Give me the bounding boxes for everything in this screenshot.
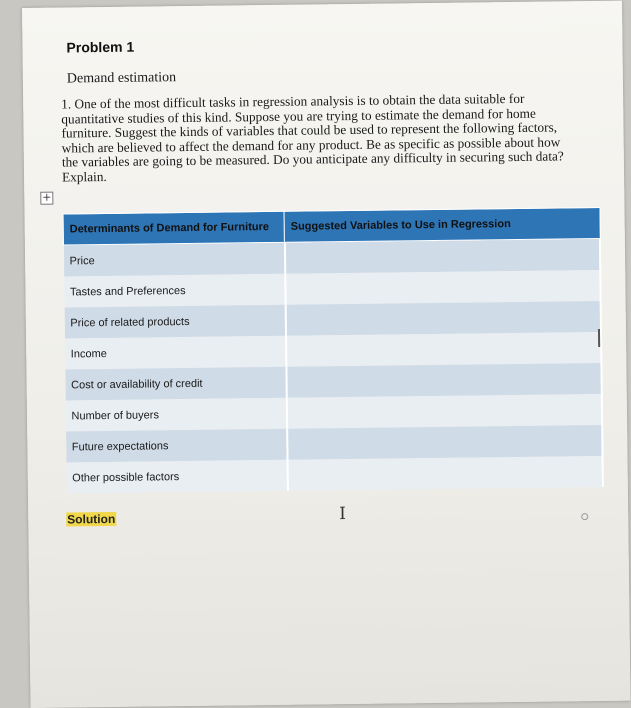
section-title: Demand estimation xyxy=(66,70,177,87)
answer-cell[interactable] xyxy=(285,301,601,336)
determinants-table xyxy=(63,207,604,494)
row-label: Price xyxy=(63,242,284,276)
row-label: Tastes and Preferences xyxy=(64,274,285,308)
row-label: Cost or availability of credit xyxy=(65,367,286,401)
circle-icon xyxy=(581,513,588,520)
answer-cell[interactable] xyxy=(286,363,602,398)
scroll-indicator[interactable] xyxy=(598,329,600,347)
header-determinants: Determinants of Demand for Furniture xyxy=(63,211,284,245)
row-label: Future expectations xyxy=(66,429,287,463)
problem-title: Problem 1 xyxy=(66,38,135,56)
table-row xyxy=(66,456,603,494)
solution-label: Solution xyxy=(67,511,116,527)
row-label: Number of buyers xyxy=(65,398,286,432)
document-page xyxy=(22,1,631,708)
question-text: 1. One of the most difficult tasks in regression analysis is to obtain the data suitable for quantitative studies of this kind. Suppose you are trying to estimate the demand for home furniture. Suggest the kinds of variables that could be used to represent the following factors, which are believed to affect the demand for any product. Be as specific as possible about how the variables are going to be measured. Do you anticipate any difficulty in securing such data? Explain. xyxy=(61,90,564,185)
answer-cell[interactable] xyxy=(287,425,603,460)
answer-cell[interactable] xyxy=(286,332,602,367)
text-cursor-icon: I xyxy=(339,504,347,525)
row-label: Price of related products xyxy=(64,305,285,339)
row-label: Other possible factors xyxy=(66,460,287,494)
answer-cell[interactable] xyxy=(285,270,601,305)
header-suggested-variables: Suggested Variables to Use in Regression xyxy=(284,207,600,242)
table-move-handle-icon[interactable]: + xyxy=(42,190,52,204)
row-label: Income xyxy=(65,336,286,370)
answer-cell[interactable] xyxy=(284,238,600,273)
answer-cell[interactable] xyxy=(286,394,602,429)
answer-cell[interactable] xyxy=(287,456,603,491)
